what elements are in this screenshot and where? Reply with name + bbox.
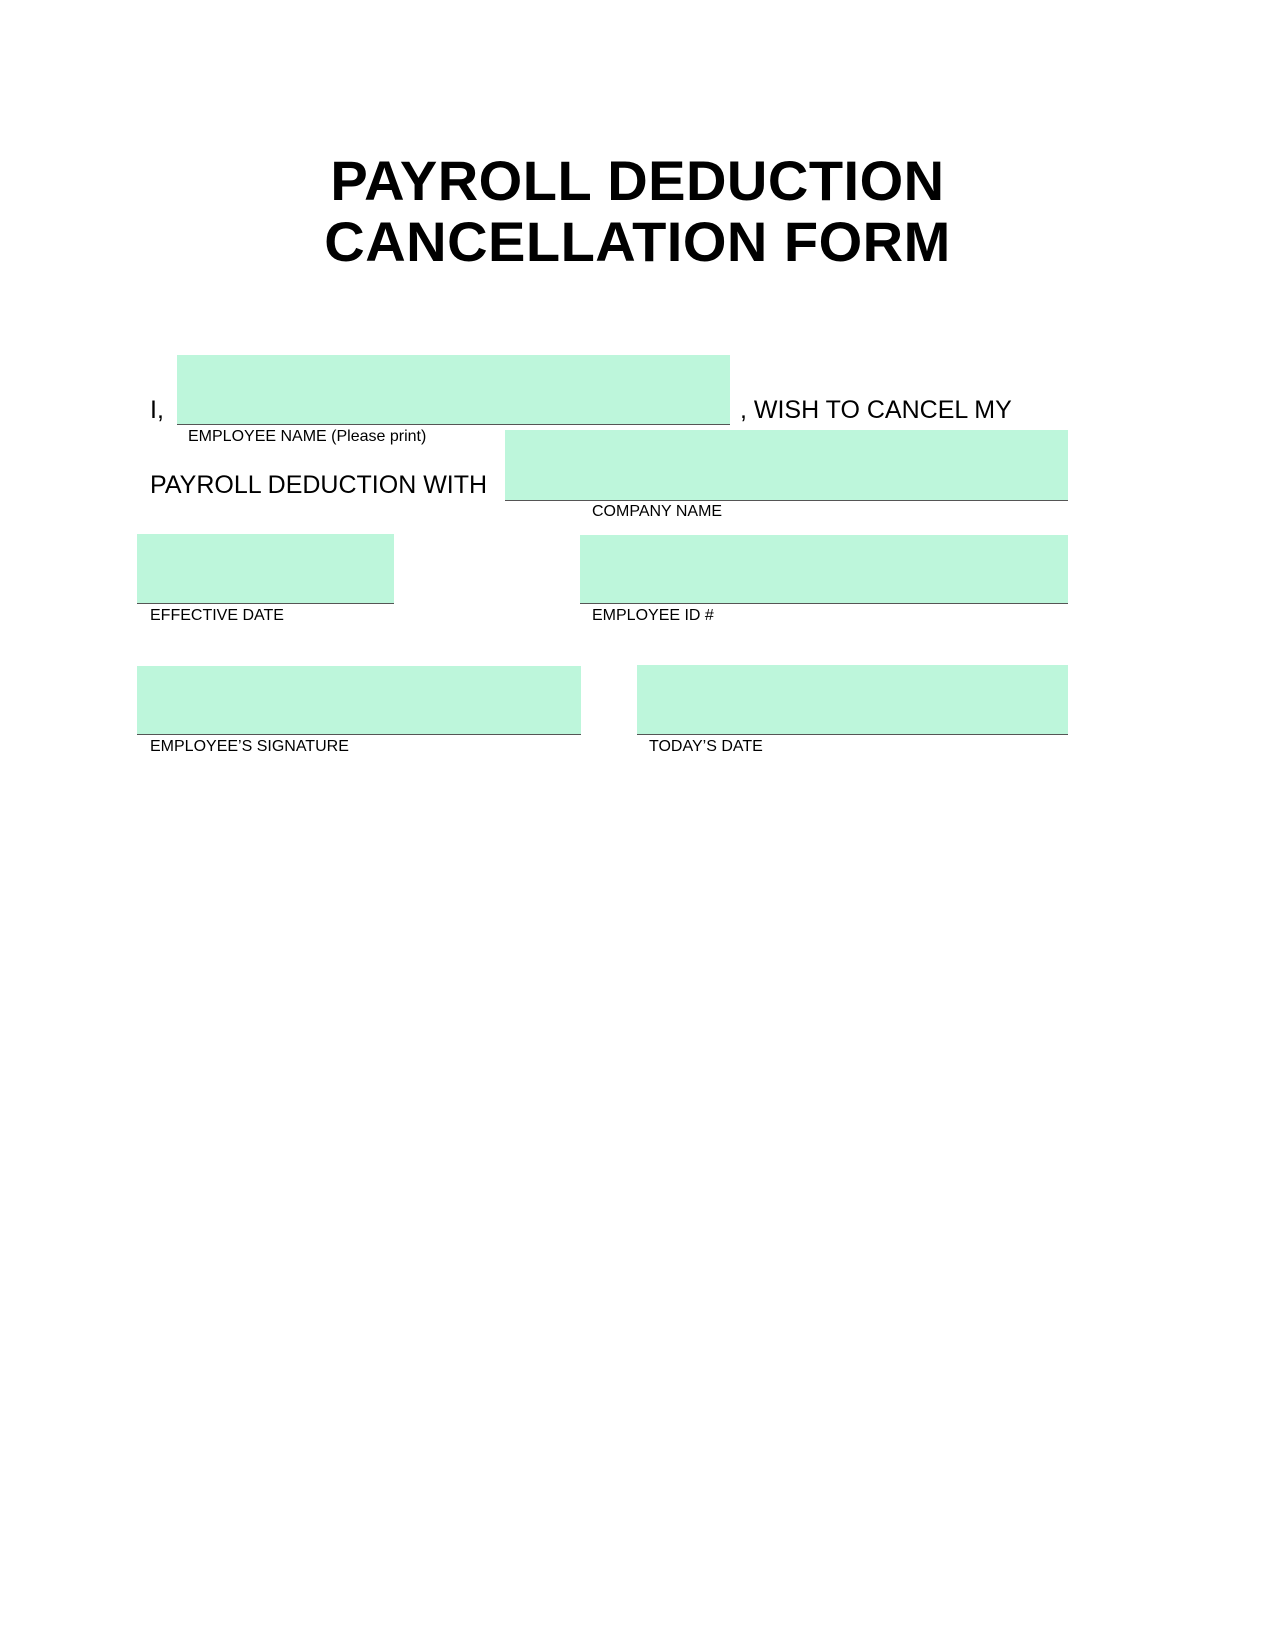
employee-name-label: EMPLOYEE NAME (Please print) [188,428,427,445]
form-title-line-2: CANCELLATION FORM [324,210,951,273]
employee-name-input[interactable] [177,355,730,425]
sentence-prefix: I, [150,396,164,424]
employee-id-input[interactable] [580,535,1068,604]
effective-date-input[interactable] [137,534,394,604]
employee-id-label: EMPLOYEE ID # [592,607,714,624]
sentence-after-name: , WISH TO CANCEL MY [740,396,1012,424]
company-name-label: COMPANY NAME [592,503,723,520]
effective-date-label: EFFECTIVE DATE [150,607,284,624]
sentence-line2-prefix: PAYROLL DEDUCTION WITH [150,471,488,499]
form-title-line-1: PAYROLL DEDUCTION [330,149,945,212]
todays-date-label: TODAY’S DATE [649,738,763,755]
employee-signature-label: EMPLOYEE’S SIGNATURE [150,738,349,755]
employee-signature-input[interactable] [137,666,581,735]
todays-date-input[interactable] [637,665,1068,735]
company-name-input[interactable] [505,430,1068,501]
